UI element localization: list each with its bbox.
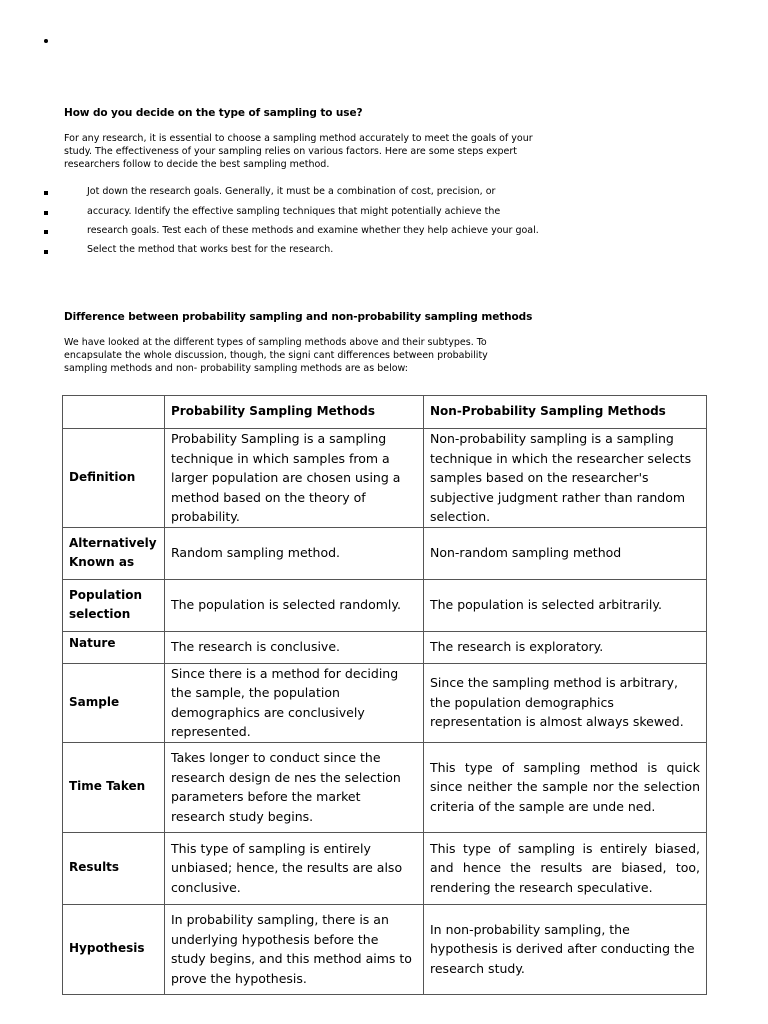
table-row xyxy=(63,631,707,663)
table-row xyxy=(63,904,707,994)
non-probability-cell: The research is exploratory. xyxy=(424,631,707,663)
table-header-cell xyxy=(63,396,165,429)
section-paragraph-sampling-choice: For any research, it is essential to choose a sampling method accurately to meet the goals of your study. The effectiveness of your sampling relies on various factors. Here are some steps expert researchers follow to decide the best sampling method. xyxy=(64,133,533,170)
probability-cell: Probability Sampling is a sampling technique in which samples from a larger population are chosen using a method based on the theory of probability. xyxy=(165,429,424,528)
table-row xyxy=(63,579,707,631)
section-paragraph-difference: We have looked at the different types of sampling methods above and their subtypes. To encapsulate the whole discussion, though, the signi cant differences between probability sampling methods and non- probability sampling methods are as below: xyxy=(64,337,488,374)
non-probability-cell: Non-random sampling method xyxy=(424,527,707,579)
probability-cell: In probability sampling, there is an underlying hypothesis before the study begins, and this method aims to prove the hypothesis. xyxy=(165,904,424,994)
probability-cell: The population is selected randomly. xyxy=(165,579,424,631)
table-row xyxy=(63,742,707,832)
table-row xyxy=(63,527,707,579)
table-row xyxy=(63,832,707,904)
top-bullet-marker xyxy=(44,39,48,43)
row-label: Results xyxy=(63,832,165,904)
section-heading-sampling-choice: How do you decide on the type of sampling to use? xyxy=(64,107,363,119)
table-row xyxy=(63,429,707,528)
probability-cell: Takes longer to conduct since the research design de nes the selection parameters before the market research study begins. xyxy=(165,742,424,832)
bullet-marker xyxy=(44,211,48,215)
comparison-table xyxy=(62,395,707,995)
non-probability-cell: Since the sampling method is arbitrary, the population demographics representation is almost always skewed. xyxy=(424,663,707,742)
row-label: Population selection xyxy=(63,579,165,631)
non-probability-cell: The population is selected arbitrarily. xyxy=(424,579,707,631)
list-item: Jot down the research goals. Generally, it must be a combination of cost, precision, or xyxy=(87,186,496,197)
row-label: Time Taken xyxy=(63,742,165,832)
non-probability-cell: This type of sampling method is quick since neither the sample nor the selection criteria of the sample are unde ned. xyxy=(424,742,707,832)
non-probability-cell: In non-probability sampling, the hypothesis is derived after conducting the research study. xyxy=(424,904,707,994)
probability-cell: The research is conclusive. xyxy=(165,631,424,663)
bullet-marker xyxy=(44,230,48,234)
section-heading-difference: Difference between probability sampling and non-probability sampling methods xyxy=(64,311,533,323)
bullet-marker xyxy=(44,191,48,195)
list-item: accuracy. Identify the effective sampling techniques that might potentially achieve the xyxy=(87,206,501,217)
row-label: Sample xyxy=(63,663,165,742)
table-header-cell: Probability Sampling Methods xyxy=(165,396,424,429)
non-probability-cell: Non-probability sampling is a sampling technique in which the researcher selects samples based on the researcher's subjective judgment rather than random selection. xyxy=(424,429,707,528)
probability-cell: This type of sampling is entirely unbiased; hence, the results are also conclusive. xyxy=(165,832,424,904)
row-label: Nature xyxy=(63,631,165,663)
table-header-row xyxy=(63,396,707,429)
list-item: Select the method that works best for the research. xyxy=(87,244,334,255)
non-probability-cell: This type of sampling is entirely biased, and hence the results are biased, too, rendering the research speculative. xyxy=(424,832,707,904)
table-header-cell: Non-Probability Sampling Methods xyxy=(424,396,707,429)
row-label: Hypothesis xyxy=(63,904,165,994)
table-row xyxy=(63,663,707,742)
bullet-marker xyxy=(44,250,48,254)
probability-cell: Random sampling method. xyxy=(165,527,424,579)
list-item: research goals. Test each of these methods and examine whether they help achieve your goal. xyxy=(87,225,539,236)
row-label: Alternatively Known as xyxy=(63,527,165,579)
row-label: Definition xyxy=(63,429,165,528)
probability-cell: Since there is a method for deciding the sample, the population demographics are conclusively represented. xyxy=(165,663,424,742)
